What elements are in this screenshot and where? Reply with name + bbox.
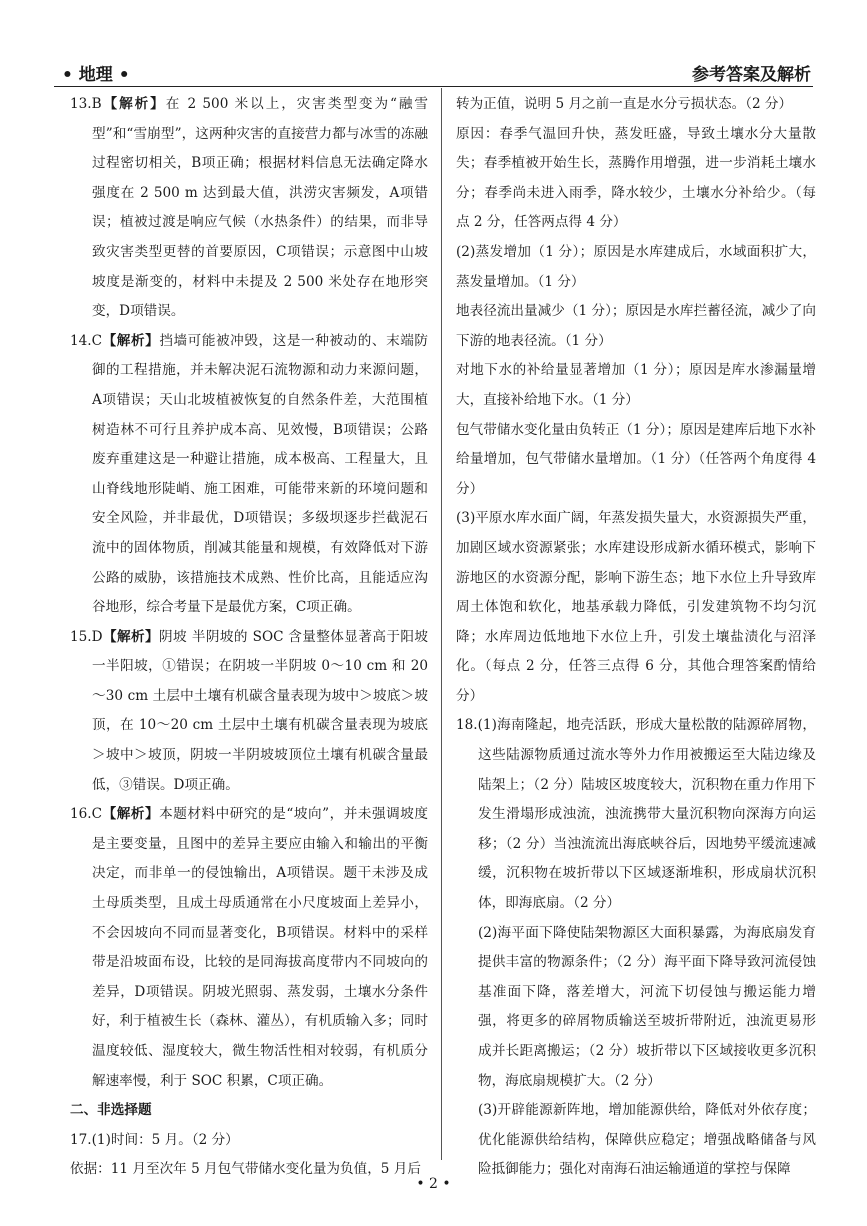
answer-15-number: 15.D (70, 628, 103, 645)
answer-16-tag: 【解析】 (102, 806, 160, 823)
answer-17-p3: (2)蒸发增加（1 分）；原因是水库建成后，水域面积扩大，蒸发量增加。（1 分） (456, 243, 816, 290)
column-divider (441, 88, 442, 1160)
answer-14-number: 14.C (70, 332, 103, 349)
answer-16 (70, 800, 428, 1096)
answer-17-p2: 原因：春季气温回升快，蒸发旺盛，导致土壤水分大量散失；春季植被开始生长，蒸腾作用增强，进一步消耗土壤水分；春季尚未进入雨季，降水较少，土壤水分补给少。（每点 2 分，任答两点得 4 分） (456, 125, 816, 231)
answer-18-p1: (1)海南隆起，地壳活跃，形成大量松散的陆源碎屑物，这些陆源物质通过流水等外力作用被搬运至大陆边缘及陆架上；（2 分）陆坡区坡度较大，沉积物在重力作用下发生滑塌形成浊流，浊流携带大量沉积物向深海方向运移；（2 分）当浊流流出海底峡谷后，因地势平缓流速减缓，沉积物在坡折带以下区域逐渐堆积，形成扇状沉积体，即海底扇。（2 分） (477, 717, 816, 912)
answer-18 (456, 711, 816, 1185)
answer-17-line2: 依据：11 月至次年 5 月包气带储水变化量为负值，5 月后 (70, 1161, 421, 1178)
subject-label: • 地理 • (62, 65, 130, 85)
page-header (54, 54, 813, 84)
left-column (70, 90, 428, 1185)
answer-18-p3: (3)开辟能源新阵地，增加能源供给，降低对外依存度；优化能源供给结构，保障供应稳定；增强战略储备与风险抵御能力；强化对南海石油运输通道的掌控与保障 (478, 1102, 816, 1178)
answer-16-text: 本题材料中研究的是“坡向”，并未强调坡度是主要变量，且图中的差异主要应由输入和输出的平衡决定，而非单一的侵蚀输出，A项错误。题干未涉及成土母质类型，且成土母质通常在小尺度坡面上差异小，不会因坡向不同而显著变化，B项错误。材料中的采样带是沿坡面布设，比较的是同海拔高度带内不同坡向的差异，D项错误。阴坡光照弱、蒸发弱，土壤水分条件好，利于植被生长（森林、灌丛），有机质输入多；同时温度较低、湿度较大，微生物活性相对较弱，有机质分解速率慢，利于 SOC 积累，C项正确。 (92, 806, 429, 1089)
answer-18-number: 18. (456, 717, 478, 734)
answer-17-p6: 包气带储水变化量由负转正（1 分）；原因是建库后地下水补给量增加，包气带储水量增加。（1 分）（任答两个角度得 4 分） (456, 421, 816, 497)
header-rule (54, 86, 813, 87)
answer-15-tag: 【解析】 (102, 628, 160, 645)
header-title: 参考答案及解析 (692, 65, 811, 85)
answer-17-p5: 对地下水的补给量显著增加（1 分）；原因是库水渗漏量增大，直接补给地下水。（1 分） (456, 362, 816, 408)
answer-15-text: 阴坡 半阴坡的 SOC 含量整体显著高于阳坡一半阳坡，①错误；在阴坡一半阴坡 0～10 cm 和 20～30 cm 土层中土壤有机碳含量表现为坡中＞坡底＞坡顶，在 10～20 cm 土层中土壤有机碳含量表现为坡底＞坡中＞坡顶，阴坡一半阴坡坡顶位土壤有机碳含量最低，③错误。D项正确。 (92, 628, 428, 793)
answer-13-text: 在 2 500 米以上，灾害类型变为“融雪型”和“雪崩型”，这两种灾害的直接营力都与冰雪的冻融过程密切相关，B项正确；根据材料信息无法确定降水强度在 2 500 m 达到最大值，洪涝灾害频发，A项错误；植被过渡是响应气候（水热条件）的结果，而非导致灾害类型更替的首要原因，C项错误；示意图中山坡坡度是渐变的，材料中未提及 2 500 米处存在地形突变，D项错误。 (92, 96, 429, 320)
answer-17-p4: 地表径流出量减少（1 分）；原因是水库拦蓄径流，减少了向下游的地表径流。（1 分） (456, 303, 816, 349)
answer-17-number: 17. (70, 1131, 92, 1148)
answer-17-p1: 转为正值，说明 5 月之前一直是水分亏损状态。（2 分） (456, 96, 793, 112)
answer-18-p2: (2)海平面下降使陆架物源区大面积暴露，为海底扇发育提供丰富的物源条件；（2 分）海平面下降导致河流侵蚀基准面下降，落差增大，河流下切侵蚀与搬运能力增强，将更多的碎屑物质输送至坡折带附近，浊流更易形成并长距离搬运；（2 分）坡折带以下区域接收更多沉积物，海底扇规模扩大。（2 分） (478, 924, 816, 1089)
answer-17-line1: (1)时间：5 月。（2 分） (91, 1131, 239, 1148)
answer-13-number: 13.B (70, 96, 102, 112)
page-number: • 2 • (416, 1176, 451, 1192)
answer-13 (70, 90, 428, 327)
answer-13-tag: 【解析】 (101, 96, 166, 112)
answer-17-cont (456, 90, 816, 711)
answer-16-number: 16.C (70, 806, 103, 823)
right-column (456, 90, 816, 1185)
section-heading: 二、非选择题 (70, 1102, 152, 1119)
answer-14-tag: 【解析】 (102, 332, 160, 349)
answer-15 (70, 623, 428, 801)
answer-14-text: 挡墙可能被冲毁，这是一种被动的、末端防御的工程措施，并未解决泥石流物源和动力来源问题，A项错误；天山北坡植被恢复的自然条件差，大范围植树造林不可行且养护成本高、见效慢，B项错误；公路废弃重建这是一种避让措施，成本极高、工程量大，且山脊线地形陡峭、施工困难，可能带来新的环境问题和安全风险，并非最优，D项错误；多级坝逐步拦截泥石流中的固体物质，削减其能量和规模，有效降低对下游公路的威胁，该措施技术成熟、性价比高，且能适应沟谷地形，综合考量下是最优方案，C项正确。 (92, 332, 429, 616)
answer-14 (70, 327, 428, 623)
answer-17-p7: (3)平原水库水面广阔，年蒸发损失量大，水资源损失严重，加剧区域水资源紧张；水库建设形成新水循环模式，影响下游地区的水资源分配，影响下游生态；地下水位上升导致库周土体饱和软化，地基承载力降低，引发建筑物不均匀沉降；水库周边低地地下水位上升，引发土壤盐渍化与沼泽化。（每点 2 分，任答三点得 6 分，其他合理答案酌情给分） (456, 510, 816, 704)
